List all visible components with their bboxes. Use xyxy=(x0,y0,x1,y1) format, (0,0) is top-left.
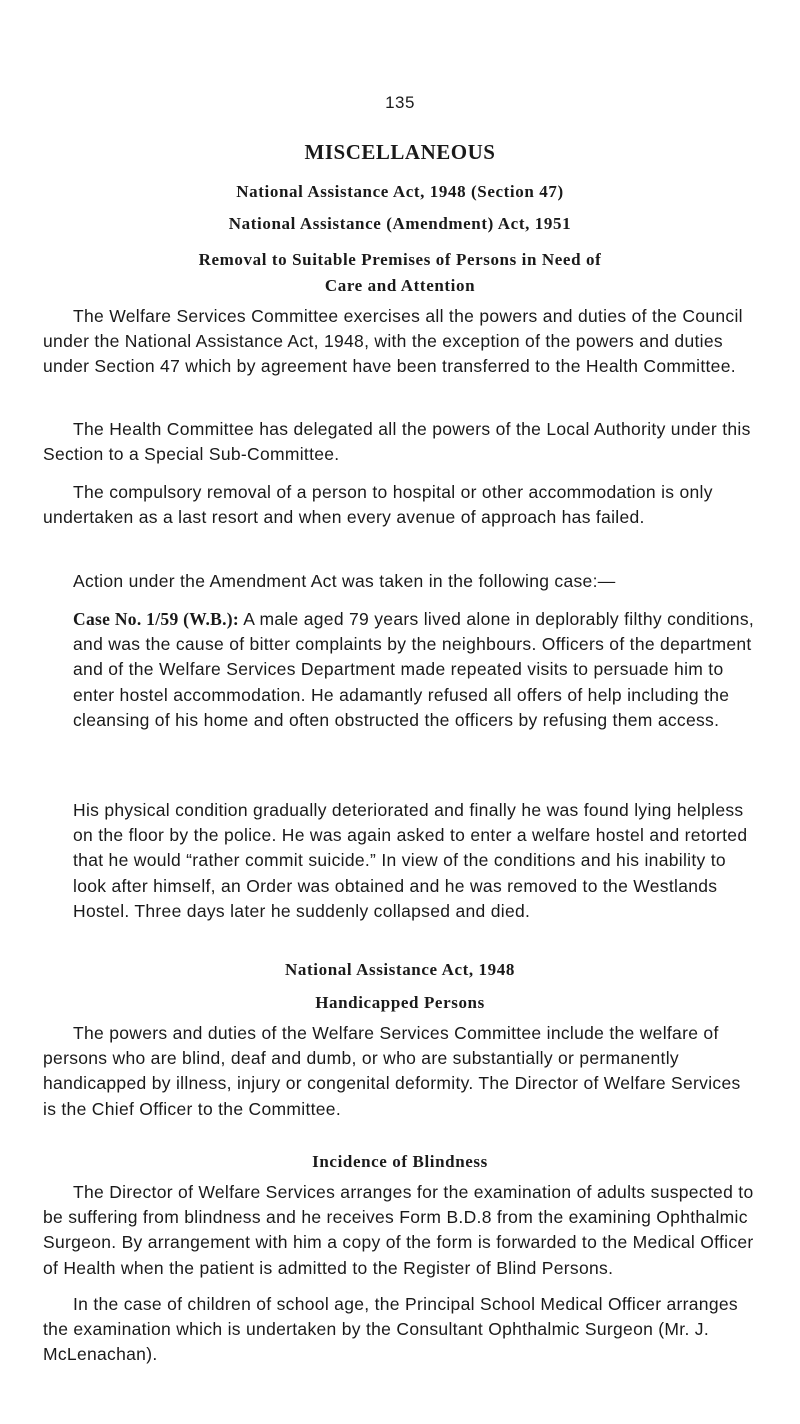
paragraph: The compulsory removal of a person to hospital or other accommodation is only undertaken as a last resort and when every avenue of approach has failed. xyxy=(43,482,713,528)
section-heading: National Assistance Act, 1948 (Section 47) xyxy=(236,182,564,201)
page-title: MISCELLANEOUS xyxy=(304,140,496,164)
section-heading: Removal to Suitable Premises of Persons in Need of xyxy=(198,250,602,269)
page-number: 135 xyxy=(385,93,415,112)
paragraph: The Director of Welfare Services arranges for the examination of adults suspected to be suffering from blindness and he receives Form B.D.8 from the examining Ophthalmic Surgeon. By arrangement with him a copy of the form is forwarded to the Medical Officer of Health when the patient is admitted to the Register of Blind Persons. xyxy=(43,1182,754,1278)
section-heading: Incidence of Blindness xyxy=(312,1152,488,1171)
section-heading: National Assistance Act, 1948 xyxy=(285,960,515,979)
paragraph: The Welfare Services Committee exercises all the powers and duties of the Council under the National Assistance Act, 1948, with the exception of the powers and duties under Section 47 which by agreement have been transferred to the Health Committee. xyxy=(43,306,743,377)
case-paragraph: His physical condition gradually deteriorated and finally he was found lying helpless on the floor by the police. He was again asked to enter a welfare hostel and retorted that he would “rather commit suicide.” In view of the conditions and his inability to look after himself, an Order was obtained and he was removed to the Westlands Hostel. Three days later he suddenly collapsed and died. xyxy=(73,800,748,921)
section-heading: Care and Attention xyxy=(324,276,476,295)
section-heading: Handicapped Persons xyxy=(315,993,485,1012)
case-paragraph xyxy=(73,607,759,733)
section-heading: National Assistance (Amendment) Act, 1951 xyxy=(228,214,572,233)
case-label: Case No. 1/59 (W.B.): xyxy=(73,609,240,629)
paragraph: The Health Committee has delegated all the powers of the Local Authority under this Section to a Special Sub-Committee. xyxy=(43,419,751,465)
case-text: A male aged 79 years lived alone in deplorably filthy conditions, and was the cause of bitter complaints by the neighbours. Officers of the department and of the Welfare Services Department made repeated visits to persuade him to enter hostel accommodation. He adamantly refused all offers of help including the cleansing of his home and often obstructed the officers by refusing them access. xyxy=(73,609,755,730)
paragraph: Action under the Amendment Act was taken in the following case:— xyxy=(73,571,616,591)
paragraph: The powers and duties of the Welfare Services Committee include the welfare of persons who are blind, deaf and dumb, or who are substantially or permanently handicapped by illness, injury or congenital deformity. The Director of Welfare Services is the Chief Officer to the Committee. xyxy=(43,1023,741,1119)
paragraph: In the case of children of school age, the Principal School Medical Officer arranges the examination which is undertaken by the Consultant Ophthalmic Surgeon (Mr. J. McLenachan). xyxy=(43,1294,738,1365)
